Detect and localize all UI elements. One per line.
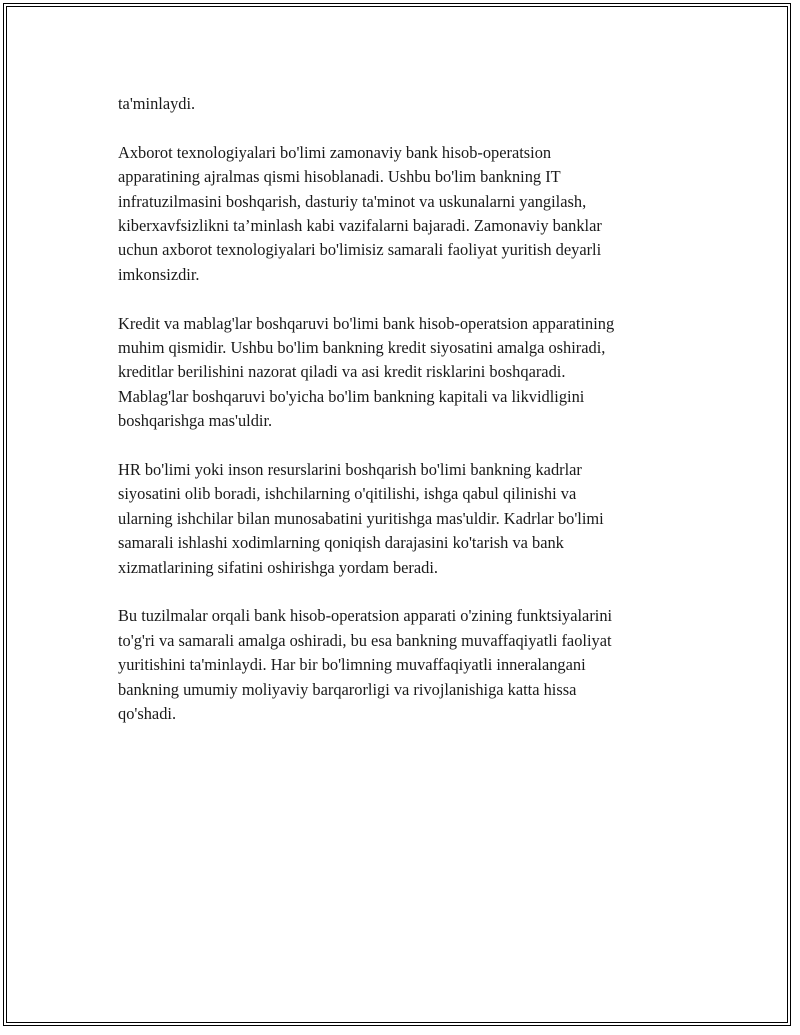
paragraph-hr-department: HR bo'limi yoki inson resurslarini boshqarish bo'limi bankning kadrlar siyosatini olib boradi, ishchilarning o'qitilishi, ishga qabul qilinishi va ularning ishchilar bilan munosabatini yuritishga mas'uldir. Kadrlar bo'limi samarali ishlashi xodimlarning qoniqish darajasini ko'tarish va bank xizmatlarining sifatini oshirishga yordam beradi. — [118, 460, 604, 577]
paragraph-credit-department: Kredit va mablag'lar boshqaruvi bo'limi bank hisob-operatsion apparatining muhim qismidir. Ushbu bo'lim bankning kredit siyosatini amalga oshiradi, kreditlar berilishini nazorat qiladi va asi kredit risklarini boshqaradi. Mablag'lar boshqaruvi bo'yicha bo'lim bankning kapitali va likvidligini boshqarishga mas'uldir. — [118, 313, 615, 431]
paragraph-conclusion: Bu tuzilmalar orqali bank hisob-operatsion apparati o'zining funktsiyalarini to'g'ri va samarali amalga oshiradi, bu esa bankning muvaffaqiyatli faoliyat yuritishini ta'minlaydi. Har bir bo'limning muvaffaqiyatli inneralangani bankning umumiy moliyaviy barqarorligi va rivojlanishiga katta hissa qo'shadi. — [118, 606, 613, 724]
document-body — [118, 92, 688, 751]
paragraph-continuation: ta'minlaydi. — [118, 94, 196, 113]
paragraph-it-department: Axborot texnologiyalari bo'limi zamonaviy bank hisob-operatsion apparatining ajralmas qismi hisoblanadi. Ushbu bo'lim bankning IT infratuzilmasini boshqarish, dasturiy ta'minot va uskunalarni yangilash, kiberxavfsizlikni ta’minlash kabi vazifalarni bajaradi. Zamonaviy banklar uchun axborot texnologiyalari bo'limisiz samarali faoliyat yuritish deyarli imkonsizdir. — [118, 142, 602, 284]
